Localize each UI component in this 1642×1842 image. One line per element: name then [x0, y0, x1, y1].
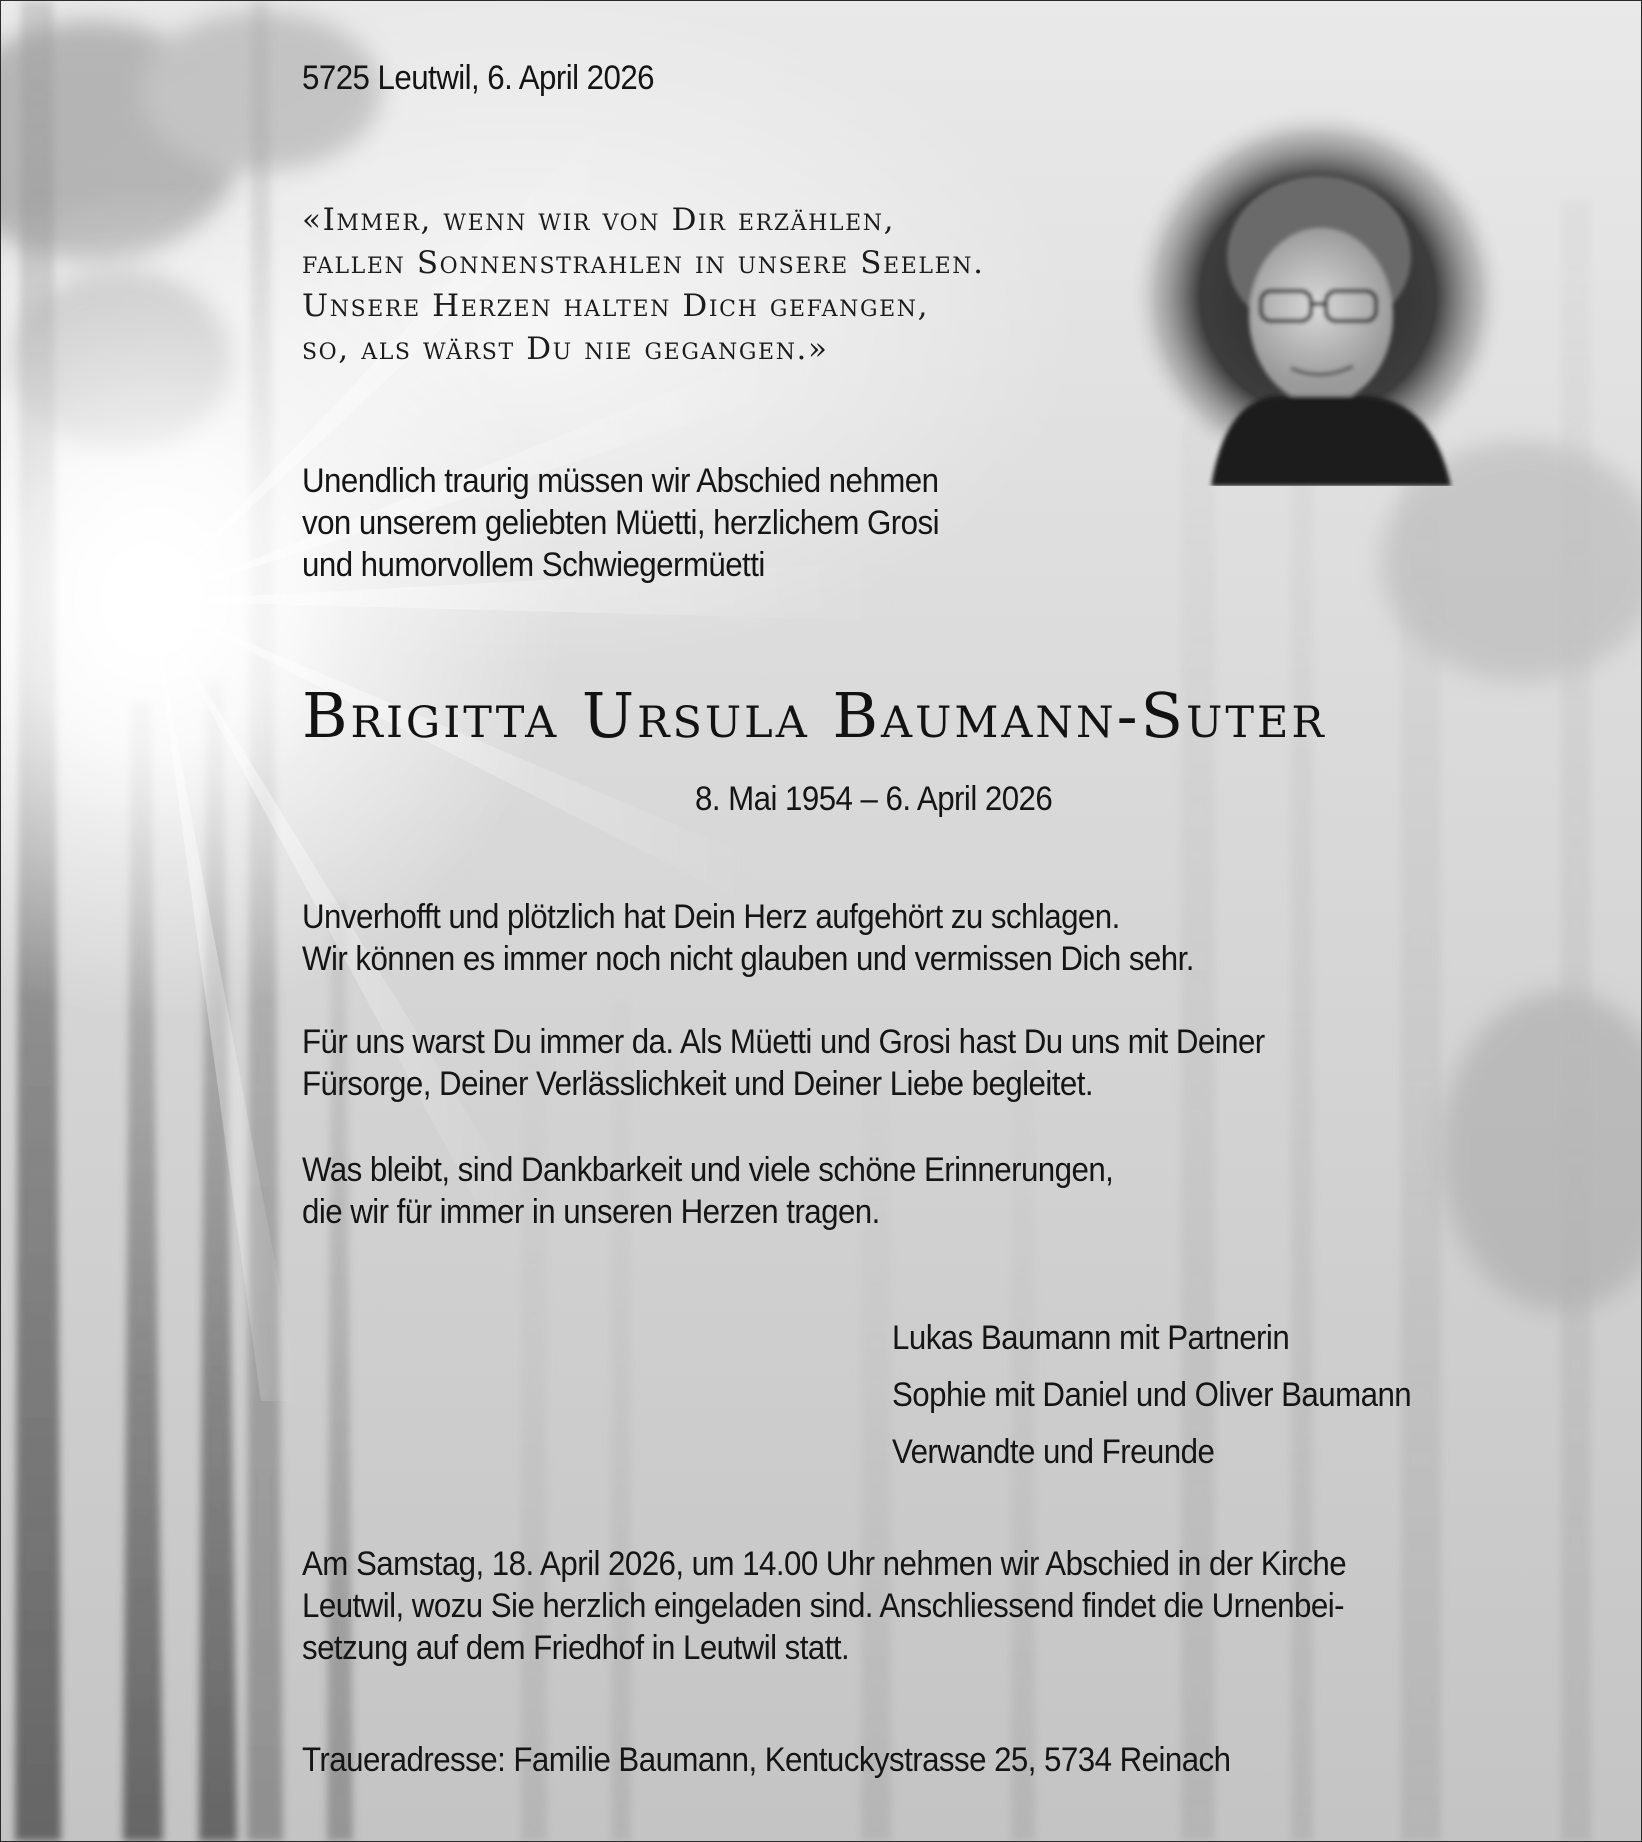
service-announcement — [302, 1543, 1346, 1669]
service-line: Am Samstag, 18. April 2026, um 14.00 Uhr nehmen wir Abschied in der Kirche — [302, 1545, 1347, 1583]
mourner-line: Lukas Baumann mit Partnerin — [892, 1319, 1290, 1357]
quote-line: «Immer, wenn wir von Dir erzählen, — [302, 202, 896, 238]
body-line: Wir können es immer noch nicht glauben und vermissen Dich sehr. — [302, 940, 1194, 978]
mourner-line: Verwandte und Freunde — [892, 1433, 1215, 1471]
body-paragraph-1 — [302, 896, 1194, 980]
body-line: Unverhofft und plötzlich hat Dein Herz aufgehört zu schlagen. — [302, 898, 1120, 936]
intro-line: Unendlich traurig müssen wir Abschied nehmen — [302, 462, 939, 500]
mourning-address: Traueradresse: Familie Baumann, Kentuckystrasse 25, 5734 Reinach — [302, 1741, 1231, 1779]
life-dates: 8. Mai 1954 – 6. April 2026 — [695, 780, 1053, 818]
intro-line: von unserem geliebten Müetti, herzlichem Grosi — [302, 504, 940, 542]
service-line: Leutwil, wozu Sie herzlich eingeladen sind. Anschliessend findet die Urnenbei- — [302, 1587, 1344, 1625]
service-line: setzung auf dem Friedhof in Leutwil statt. — [302, 1629, 850, 1667]
memorial-quote — [302, 199, 985, 371]
body-line: Fürsorge, Deiner Verlässlichkeit und Deiner Liebe begleitet. — [302, 1065, 1094, 1103]
quote-line: so, als wärst Du nie gegangen.» — [302, 331, 829, 367]
intro-line: und humorvollem Schwiegermüetti — [302, 546, 765, 584]
place-date-line: 5725 Leutwil, 6. April 2026 — [302, 59, 655, 97]
body-paragraph-3 — [302, 1149, 1113, 1233]
quote-line: Unsere Herzen halten Dich gefangen, — [302, 288, 930, 324]
intro-text — [302, 460, 939, 586]
deceased-name: Brigitta Ursula Baumann-Suter — [302, 679, 1327, 752]
body-line: Was bleibt, sind Dankbarkeit und viele schöne Erinnerungen, — [302, 1151, 1114, 1189]
body-paragraph-2 — [302, 1021, 1265, 1105]
quote-line: fallen Sonnenstrahlen in unsere Seelen. — [302, 245, 985, 281]
portrait-photo — [1131, 106, 1506, 486]
mourner-line: Sophie mit Daniel und Oliver Baumann — [892, 1376, 1412, 1414]
body-line: Für uns warst Du immer da. Als Müetti und Grosi hast Du uns mit Deiner — [302, 1023, 1265, 1061]
mourners-list — [892, 1310, 1411, 1481]
body-line: die wir für immer in unseren Herzen tragen. — [302, 1193, 880, 1231]
